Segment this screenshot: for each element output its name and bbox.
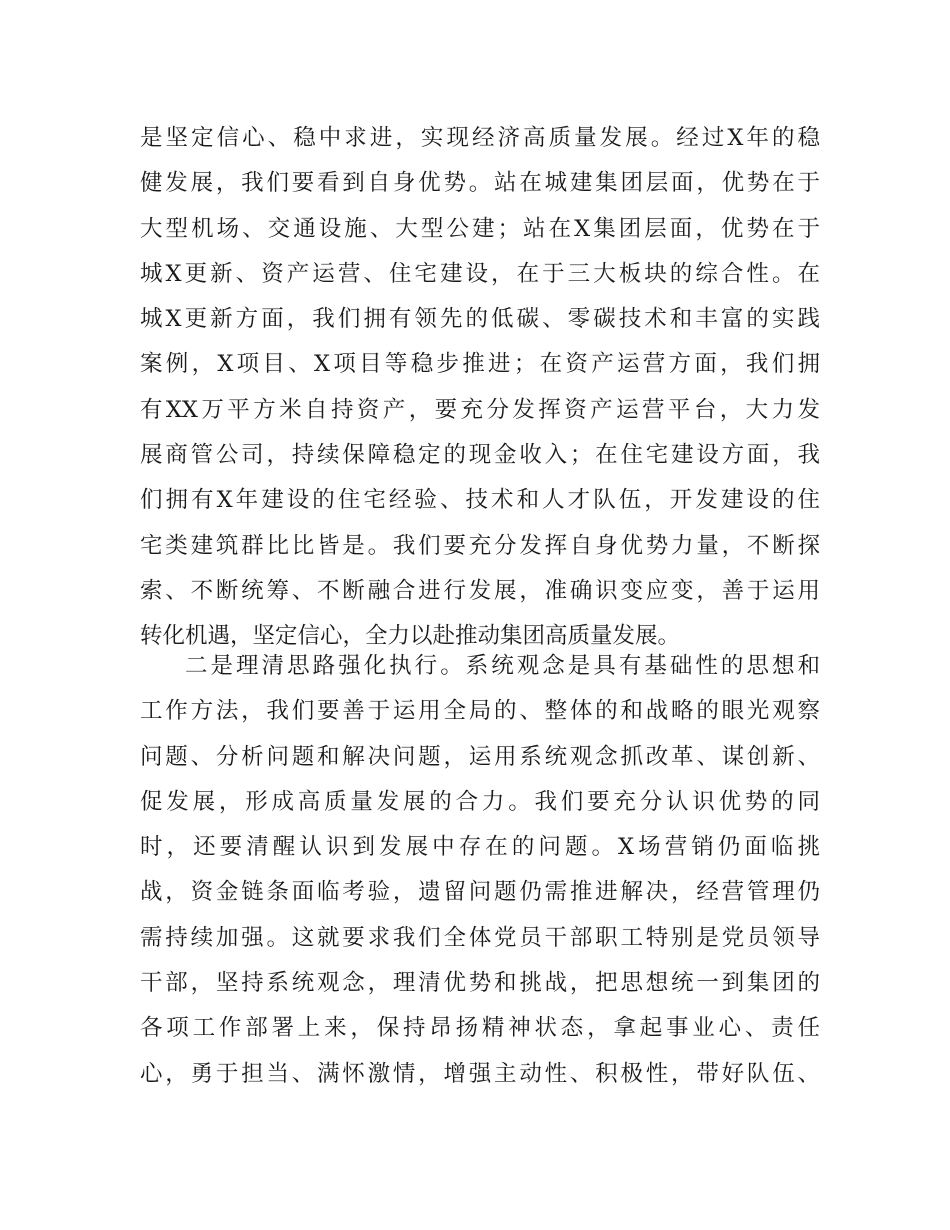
- text-line: 心，勇于担当、满怀激情，增强主动性、积极性，带好队伍、: [140, 1060, 820, 1087]
- text-line: 干部，坚持系统观念，理清优势和挑战，把思想统一到集团的: [140, 970, 820, 997]
- text-line: 工作方法，我们要善于运用全局的、整体的和战略的眼光观察: [140, 698, 820, 725]
- text-line: 案例，X项目、X项目等稳步推进；在资产运营方面，我们拥: [140, 351, 820, 378]
- text-line: 转化机遇，坚定信心，全力以赴推动集团高质量发展。: [140, 623, 681, 650]
- paragraph-2: [140, 644, 820, 1097]
- text-line: 时，还要清醒认识到发展中存在的问题。X场营销仍面临挑: [140, 834, 820, 861]
- text-line: 宅类建筑群比比皆是。我们要充分发挥自身优势力量，不断探: [140, 532, 820, 559]
- text-line: 大型机场、交通设施、大型公建；站在X集团层面，优势在于: [140, 215, 820, 242]
- text-line: 需持续加强。这就要求我们全体党员干部职工特别是党员领导: [140, 924, 820, 951]
- text-line: 是坚定信心、稳中求进，实现经济高质量发展。经过X年的稳: [140, 125, 820, 151]
- text-line: 索、不断统筹、不断融合进行发展，准确识变应变，善于运用: [140, 577, 820, 604]
- text-line: 问题、分析问题和解决问题，运用系统观念抓改革、谋创新、: [140, 743, 820, 770]
- text-line: 促发展，形成高质量发展的合力。我们要充分认识优势的同: [140, 788, 820, 815]
- text-line: 城X更新、资产运营、住宅建设，在于三大板块的综合性。在: [140, 260, 820, 287]
- text-line: 二是理清思路强化执行。系统观念是具有基础性的思想和: [185, 653, 820, 679]
- text-line: 城X更新方面，我们拥有领先的低碳、零碳技术和丰富的实践: [140, 306, 820, 333]
- text-line: 展商管公司，持续保障稳定的现金收入；在住宅建设方面，我: [140, 442, 820, 469]
- text-line: 战，资金链条面临考验，遗留问题仍需推进解决，经营管理仍: [140, 879, 820, 906]
- paragraph-1: [140, 116, 820, 660]
- text-line: 有XX万平方米自持资产，要充分发挥资产运营平台，大力发: [140, 396, 820, 423]
- text-line: 们拥有X年建设的住宅经验、技术和人才队伍，开发建设的住: [140, 487, 820, 514]
- text-line: 各项工作部署上来，保持昂扬精神状态，拿起事业心、责任: [140, 1015, 820, 1042]
- text-line: 健发展，我们要看到自身优势。站在城建集团层面，优势在于: [140, 170, 820, 197]
